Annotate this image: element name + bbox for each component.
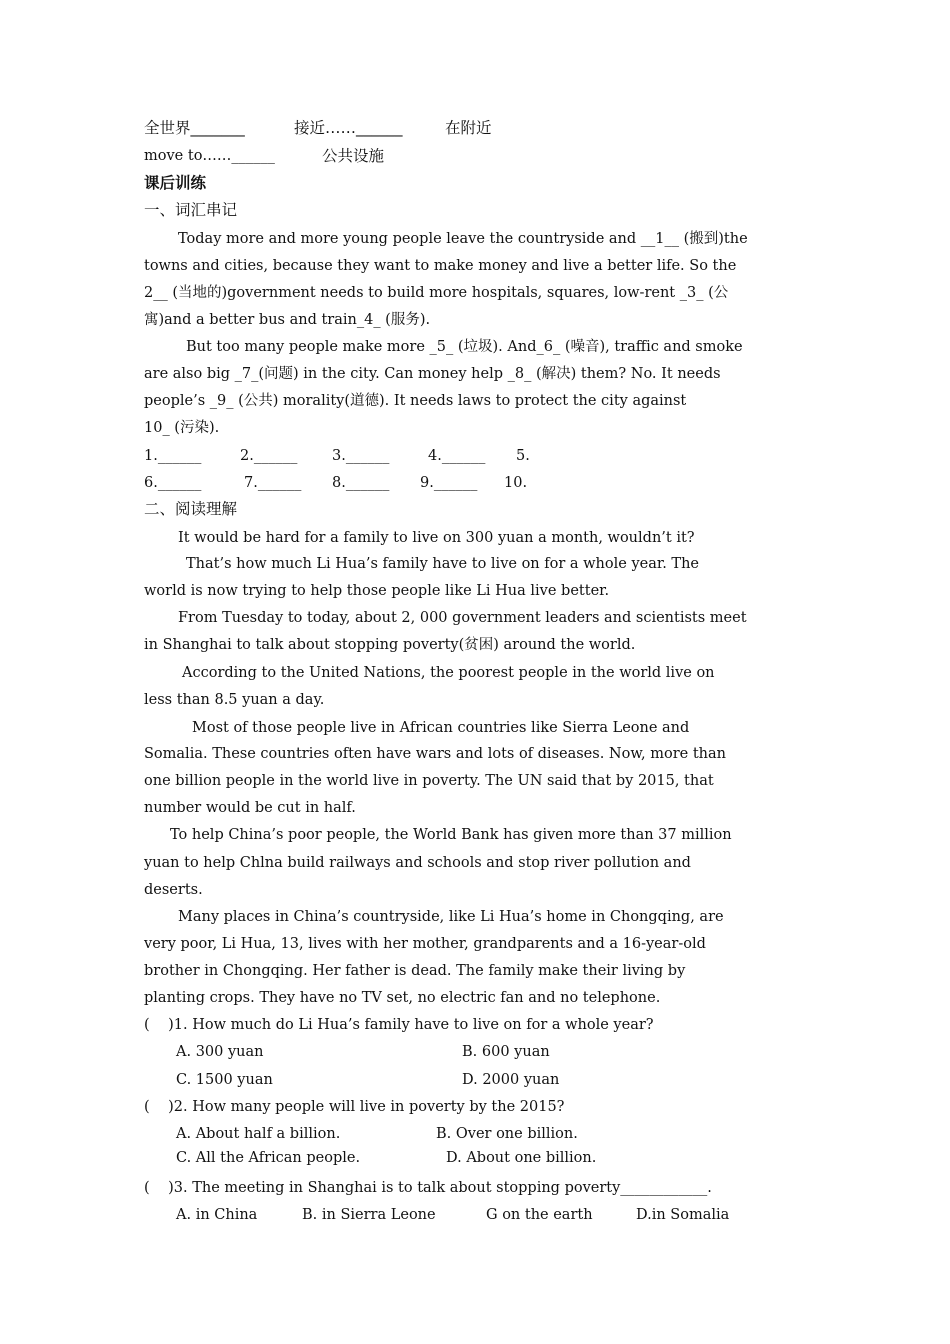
vocab-item: 在附近 [445, 119, 492, 137]
text-line: one billion people in the world live in poverty. The UN said that by 2015, that [144, 773, 714, 789]
answer-blank: 6.______ [144, 475, 202, 491]
question-option: A. 300 yuan [176, 1044, 264, 1060]
answer-blank: 1.______ [144, 448, 202, 464]
vocab-item: 接近……______ [294, 119, 403, 137]
answer-blank: 7.______ [244, 475, 302, 491]
answer-blank: 9.______ [420, 475, 478, 491]
question-stem: ( )1. How much do Li Hua’s family have to live on for a whole year? [144, 1017, 654, 1033]
part1-heading: 一、词汇串记 [144, 201, 238, 219]
question-option: B. in Sierra Leone [302, 1207, 436, 1223]
question-option: A. About half a billion. [176, 1126, 341, 1142]
text-line: 寓)and a better bus and train_4_ (服务). [144, 312, 431, 328]
text-line: It would be hard for a family to live on 300 yuan a month, wouldn’t it? [178, 530, 695, 546]
answer-blank: 2.______ [240, 448, 298, 464]
question-option: D. About one billion. [446, 1150, 597, 1166]
text-line: brother in Chongqing. Her father is dead. The family make their living by [144, 963, 686, 979]
text-line: Today more and more young people leave the countryside and __1__ (搬到)the [178, 231, 748, 247]
text-line: Most of those people live in African countries like Sierra Leone and [192, 720, 690, 736]
vocab-item: 全世界_______ [144, 119, 245, 137]
text-line: That’s how much Li Hua’s family have to live on for a whole year. The [186, 556, 700, 572]
text-line: Many places in China’s countryside, like Li Hua’s home in Chongqing, are [178, 909, 724, 925]
text-line: To help China’s poor people, the World Bank has given more than 37 million [170, 827, 732, 843]
part2-heading: 二、阅读理解 [144, 500, 238, 518]
question-option: A. in China [176, 1207, 258, 1223]
text-line: 2__ (当地的)government needs to build more hospitals, squares, low-rent _3_ (公 [144, 285, 729, 301]
text-line: 10_ (污染). [144, 420, 220, 436]
answer-blank: 3.______ [332, 448, 390, 464]
answer-blank: 5. [516, 448, 530, 464]
question-option: G on the earth [486, 1207, 593, 1223]
question-option: D.in Somalia [636, 1207, 730, 1223]
question-stem: ( )2. How many people will live in poverty by the 2015? [144, 1099, 565, 1115]
answer-blank: 4.______ [428, 448, 486, 464]
text-line: less than 8.5 yuan a day. [144, 692, 325, 708]
question-stem: ( )3. The meeting in Shanghai is to talk about stopping poverty____________. [144, 1180, 712, 1196]
text-line: Somalia. These countries often have wars and lots of diseases. Now, more than [144, 746, 726, 762]
vocab-item: move to……______ [144, 148, 275, 164]
text-line: people’s _9_ (公共) morality(道德). It needs laws to protect the city against [144, 393, 687, 409]
text-line: world is now trying to help those people like Li Hua live better. [144, 583, 610, 599]
question-option: D. 2000 yuan [462, 1072, 560, 1088]
text-line: number would be cut in half. [144, 800, 356, 816]
text-line: yuan to help Chlna build railways and schools and stop river pollution and [144, 855, 691, 871]
text-line: From Tuesday to today, about 2, 000 government leaders and scientists meet [178, 610, 747, 626]
section-title: 课后训练 [144, 174, 207, 192]
question-option: B. 600 yuan [462, 1044, 550, 1060]
text-line: are also big _7_(问题) in the city. Can money help _8_ (解决) them? No. It needs [144, 366, 721, 382]
text-line: planting crops. They have no TV set, no electric fan and no telephone. [144, 990, 661, 1006]
text-line: But too many people make more _5_ (垃圾). And_6_ (噪音), traffic and smoke [186, 339, 743, 355]
text-line: in Shanghai to talk about stopping poverty(贫困) around the world. [144, 637, 636, 653]
text-line: According to the United Nations, the poorest people in the world live on [182, 665, 715, 681]
answer-blank: 10. [504, 475, 528, 491]
text-line: towns and cities, because they want to make money and live a better life. So the [144, 258, 737, 274]
text-line: very poor, Li Hua, 13, lives with her mother, grandparents and a 16-year-old [144, 936, 706, 952]
vocab-item: 公共设施 [322, 147, 385, 165]
answer-blank: 8.______ [332, 475, 390, 491]
question-option: C. 1500 yuan [176, 1072, 273, 1088]
text-line: deserts. [144, 882, 203, 898]
question-option: C. All the African people. [176, 1150, 361, 1166]
question-option: B. Over one billion. [436, 1126, 578, 1142]
